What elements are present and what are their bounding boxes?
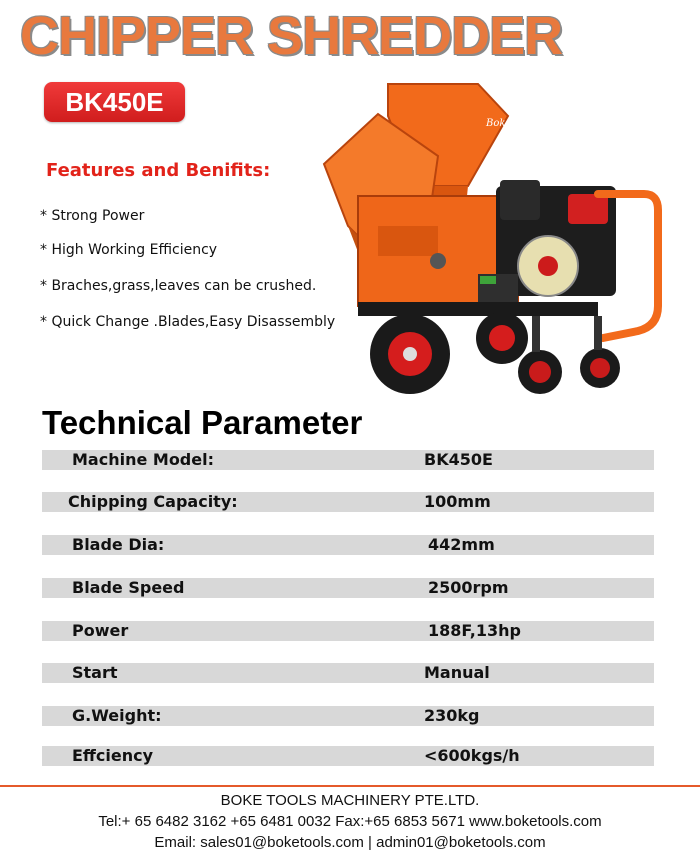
param-row-chipping-capacity — [42, 492, 654, 512]
param-value: 188F,13hp — [428, 621, 521, 640]
param-value: BK450E — [424, 450, 493, 469]
param-value: 230kg — [424, 706, 480, 725]
param-value: 100mm — [424, 492, 491, 511]
param-label: Power — [72, 621, 129, 640]
feature-item-crushing: * Braches,grass,leaves can be crushed. — [40, 278, 317, 294]
page-title: CHIPPER SHREDDER — [20, 6, 563, 66]
brand-label: Boke — [486, 118, 512, 129]
param-value: 442mm — [428, 535, 495, 554]
chipper-shredder-machine-image — [318, 76, 664, 408]
param-label: Start — [72, 663, 118, 682]
param-row-efficiency — [42, 746, 654, 766]
param-value: <600kgs/h — [424, 746, 520, 765]
param-row-start — [42, 663, 654, 683]
footer-company: BOKE TOOLS MACHINERY PTE.LTD. — [220, 792, 480, 809]
feature-item-efficiency: * High Working Efficiency — [40, 242, 218, 258]
param-label: Chipping Capacity: — [68, 492, 238, 511]
footer-divider — [0, 785, 700, 787]
param-value: Manual — [424, 663, 490, 682]
param-row-blade-dia — [42, 535, 654, 555]
param-value: 2500rpm — [428, 578, 509, 597]
feature-item-quick-change: * Quick Change .Blades,Easy Disassembly — [40, 314, 336, 330]
param-label: Effciency — [72, 746, 154, 765]
param-label: G.Weight: — [72, 706, 162, 725]
chassis-frame — [358, 302, 598, 316]
footer-contact-emails: Email: sales01@boketools.com | admin01@boketools.com — [154, 834, 546, 851]
features-heading: Features and Benifits: — [46, 160, 271, 181]
param-row-power — [42, 621, 654, 641]
model-badge: BK450E — [44, 82, 185, 122]
param-row-gross-weight — [42, 706, 654, 726]
technical-parameter-heading: Technical Parameter — [42, 404, 363, 441]
param-label: Machine Model: — [72, 450, 214, 469]
param-label: Blade Speed — [72, 578, 185, 597]
param-row-machine-model — [42, 450, 654, 470]
param-row-blade-speed — [42, 578, 654, 598]
footer-contact-phones: Tel:+ 65 6482 3162 +65 6481 0032 Fax:+65 6853 5671 www.boketools.com — [98, 813, 602, 830]
param-label: Blade Dia: — [72, 535, 165, 554]
feature-item-strong-power: * Strong Power — [40, 208, 145, 224]
